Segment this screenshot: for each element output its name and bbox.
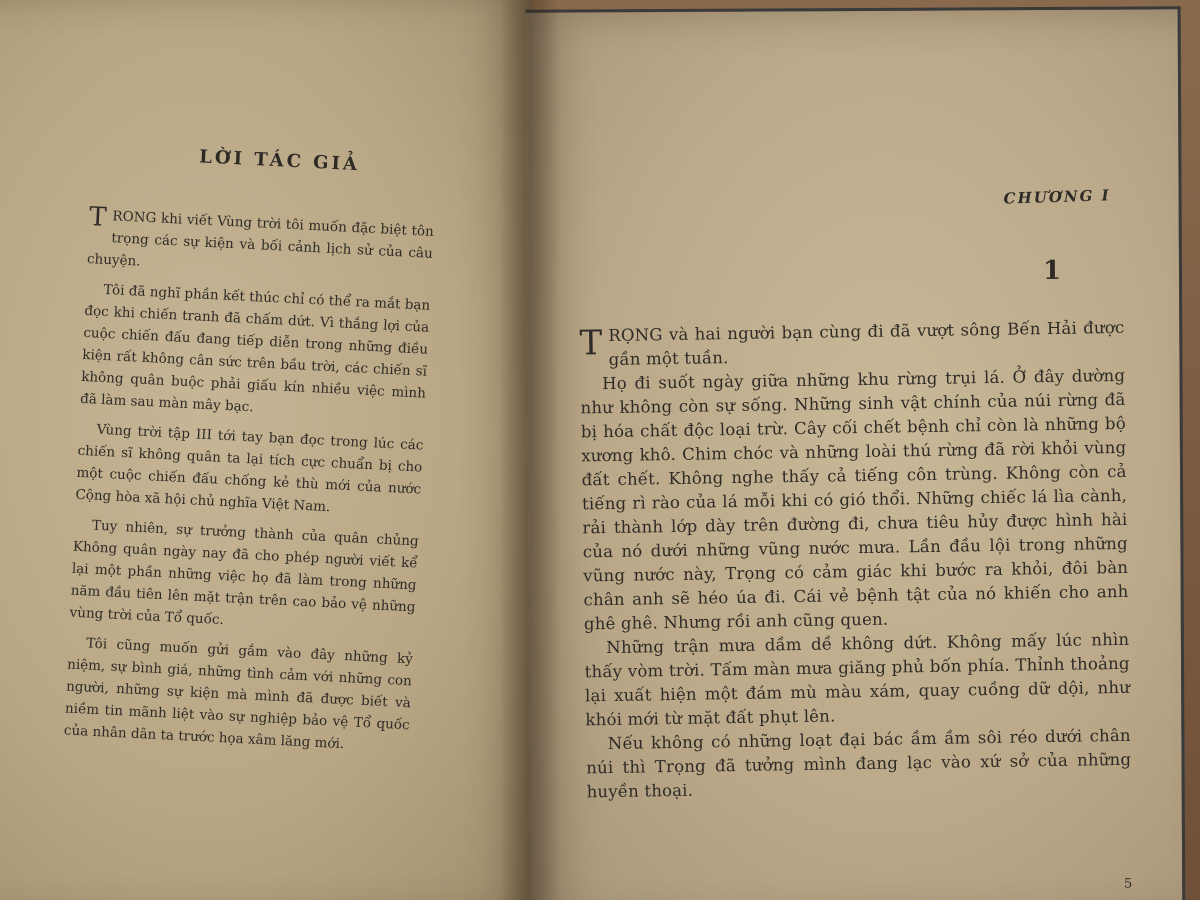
foreword-paragraph: Tuy nhiên, sự trưởng thành của quân chủng Không quân ngày nay đã cho phép người viết kể lại một phần những việc họ đã làm trong những năm đầu tiên lên mặt trận trên cao bảo vệ những vùng trời của Tổ quốc.: [69, 517, 420, 629]
foreword-paragraph: Tôi đã nghĩ phần kết thúc chỉ có thể ra mắt bạn đọc khi chiến tranh đã chấm dứt. Vì thắng lợi của cuộc chiến đấu đang tiếp diễn trong những điều kiện rất không cân sức trên bầu trời, các chiến sĩ không quân buộc phải giấu kín nhiều việc mình đã làm sau màn mây bạc.: [79, 281, 431, 416]
foreword-paragraph: Vùng trời tập III tới tay bạn đọc trong lúc các chiến sĩ không quân ta lại tích cực chuẩn bị cho một cuộc chiến đấu chống kẻ thù mới của nước Cộng hòa xã hội chủ nghĩa Việt Nam.: [75, 421, 424, 516]
foreword-paragraph: [87, 204, 435, 287]
left-page: [0, 0, 538, 900]
foreword-section: [63, 141, 437, 766]
chapter-body: [579, 316, 1131, 805]
drop-cap: T: [88, 202, 108, 233]
foreword-paragraph: Tôi cũng muốn gửi gắm vào đây những kỷ niệm, sự bình giá, những tình cảm với những con người, những sự kiện mà mình đã được biết và niềm tin mãnh liệt vào sự nghiệp bảo vệ Tổ quốc của nhân dân ta trước họa xâm lăng mới.: [63, 635, 414, 753]
foreword-title: LỜI TÁC GIẢ: [198, 146, 361, 176]
body-paragraph: Những trận mưa dầm dề không dứt. Không mấy lúc nhìn thấy vòm trời. Tấm màn mưa giăng phủ bốn phía. Thỉnh thoảng lại xuất hiện một đám mù màu xám, quay cuồng dữ dội, như khói mới từ mặt đất phụt lên.: [584, 629, 1131, 730]
body-paragraph: Họ đi suốt ngày giữa những khu rừng trụi lá. Ở đây dường như không còn sự sống. Những sinh vật chính của núi rừng đã bị hóa chất độc loại trừ. Cây cối chết bệnh chỉ còn là những bộ xương khô. Chim chóc và những loài thú rừng đã rời khỏi vùng đất chết. Không nghe thấy cả tiếng côn trùng. Không còn cả tiếng rì rào của lá mỗi khi có gió thổi. Những chiếc lá lìa cành, rải thành lớp dày trên đường đi, chưa tiêu hủy được hình hài của nó dưới những vũng nước mưa. Lần đầu lội trong những vũng nước này, Trọng có cảm giác khi bước ra khỏi, đôi bàn chân anh sẽ héo úa đi. Cái vẻ bệnh tật của nó khiến cho anh ghê ghê. Nhưng rồi anh cũng quen.: [580, 365, 1129, 634]
paragraph-text: RỌNG và hai người bạn cùng đi đã vượt sông Bến Hải được gần một tuần.: [608, 317, 1125, 369]
section-number: 1: [1042, 255, 1062, 287]
chapter-heading: CHƯƠNG I: [1003, 186, 1111, 208]
page-number: 5: [1123, 876, 1133, 892]
drop-cap: T: [579, 323, 603, 364]
right-page: [526, 6, 1186, 900]
paragraph-text: RONG khi viết Vùng trời tôi muốn đặc biệt tôn trọng các sự kiện và bối cảnh lịch sử của câu chuyện.: [86, 208, 435, 270]
body-paragraph: Nếu không có những loạt đại bác ầm ầm sôi réo dưới chân núi thì Trọng đã tưởng mình đang lạc vào xứ sở của những huyền thoại.: [586, 725, 1132, 802]
body-paragraph: [579, 316, 1125, 373]
